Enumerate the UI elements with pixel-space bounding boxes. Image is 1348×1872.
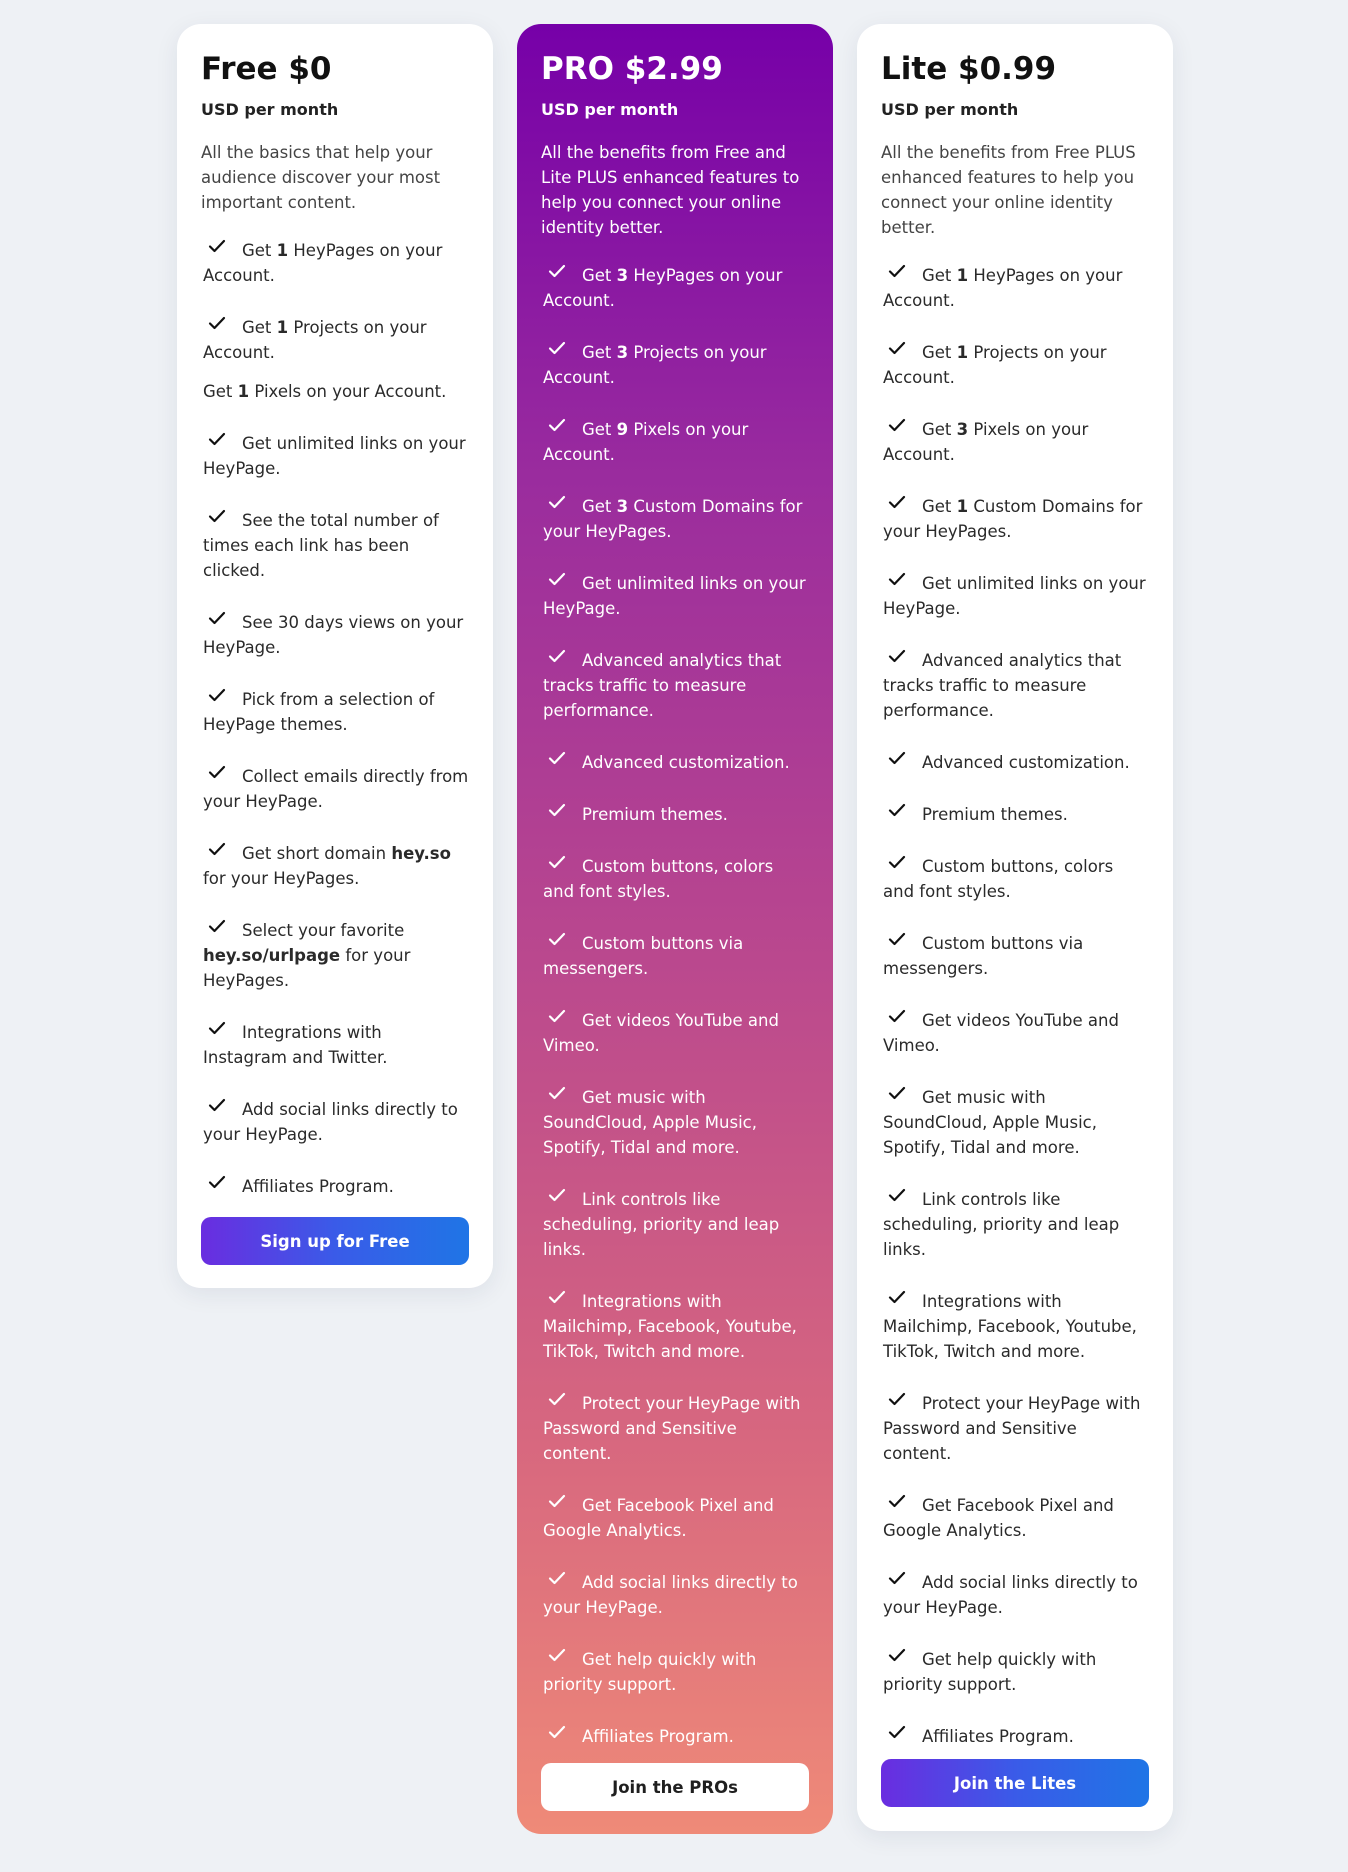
feature-item	[541, 802, 809, 827]
check-icon	[548, 264, 566, 278]
feature-item	[201, 1174, 469, 1199]
feature-text: Custom buttons via messengers.	[543, 934, 744, 978]
feature-text: Get Facebook Pixel and Google Analytics.	[543, 1496, 774, 1540]
feature-item	[541, 340, 809, 390]
check-icon	[888, 341, 906, 355]
feature-text: Protect your HeyPage with Password and Sensitive content.	[883, 1394, 1141, 1463]
feature-text: See 30 days views on your HeyPage.	[203, 613, 464, 657]
check-icon	[548, 932, 566, 946]
check-icon	[548, 649, 566, 663]
feature-item	[541, 1391, 809, 1466]
plan-card-free	[177, 24, 493, 1288]
feature-item	[541, 263, 809, 313]
feature-item	[881, 648, 1149, 723]
feature-text: Custom buttons via messengers.	[883, 934, 1084, 978]
check-icon	[208, 842, 226, 856]
check-icon	[548, 341, 566, 355]
feature-item	[881, 340, 1149, 390]
feature-text: Get unlimited links on your HeyPage.	[883, 574, 1146, 618]
feature-item	[881, 750, 1149, 775]
feature-item	[201, 764, 469, 814]
feature-text-suffix: HeyPages on your Account.	[203, 241, 443, 285]
feature-item	[881, 494, 1149, 544]
feature-text: Affiliates Program.	[582, 1727, 734, 1746]
feature-text: Integrations with Instagram and Twitter.	[203, 1023, 388, 1067]
check-icon	[548, 1571, 566, 1585]
check-icon	[888, 1188, 906, 1202]
feature-text-suffix: Pixels on your Account.	[883, 420, 1089, 464]
check-icon	[208, 1098, 226, 1112]
feature-item	[881, 1008, 1149, 1058]
feature-highlight: 1	[956, 497, 969, 516]
feature-text: Get	[922, 420, 957, 439]
feature-highlight: hey.so	[391, 844, 451, 863]
check-icon	[888, 1392, 906, 1406]
feature-item	[881, 1085, 1149, 1160]
plan-card-pro	[517, 24, 833, 1834]
plan-billing-period: USD per month	[541, 100, 679, 119]
check-icon	[888, 855, 906, 869]
plan-description: All the benefits from Free PLUS enhanced features to help you connect your online identity better.	[881, 143, 1136, 237]
check-icon	[208, 688, 226, 702]
feature-item	[201, 918, 469, 993]
feature-text: Get	[582, 266, 617, 285]
check-icon	[208, 432, 226, 446]
check-icon	[888, 751, 906, 765]
plan-title: Lite $0.99	[881, 51, 1057, 87]
plan-billing-period: USD per month	[201, 100, 339, 119]
feature-highlight: 1	[956, 343, 969, 362]
check-icon	[548, 495, 566, 509]
plan-description: All the basics that help your audience discover your most important content.	[201, 143, 441, 212]
feature-item	[541, 417, 809, 467]
feature-text: Affiliates Program.	[922, 1727, 1074, 1746]
feature-text: Get unlimited links on your HeyPage.	[543, 574, 806, 618]
check-icon	[548, 572, 566, 586]
check-icon	[208, 1175, 226, 1189]
plan-title: PRO $2.99	[541, 51, 723, 87]
check-icon	[208, 239, 226, 253]
feature-item	[881, 1647, 1149, 1697]
feature-text: Premium themes.	[582, 805, 728, 824]
check-icon	[888, 1725, 906, 1739]
feature-highlight: 1	[276, 241, 289, 260]
check-icon	[548, 1494, 566, 1508]
check-icon	[548, 418, 566, 432]
feature-text: Custom buttons, colors and font styles.	[543, 857, 774, 901]
feature-text: Pick from a selection of HeyPage themes.	[203, 690, 435, 734]
feature-item	[541, 648, 809, 723]
feature-text: Get music with SoundCloud, Apple Music, Spotify, Tidal and more.	[883, 1088, 1097, 1157]
feature-item	[541, 1085, 809, 1160]
check-icon	[888, 572, 906, 586]
feature-highlight: 3	[616, 343, 629, 362]
feature-item	[881, 1724, 1149, 1749]
feature-item	[541, 494, 809, 544]
check-icon	[888, 649, 906, 663]
feature-text: Get	[582, 343, 617, 362]
feature-text-suffix: HeyPages on your Account.	[543, 266, 783, 310]
check-icon	[888, 1290, 906, 1304]
check-icon	[548, 1725, 566, 1739]
feature-text: Add social links directly to your HeyPage.	[543, 1573, 798, 1617]
feature-item	[201, 508, 469, 583]
feature-item	[881, 1493, 1149, 1543]
feature-text: Get videos YouTube and Vimeo.	[543, 1011, 779, 1055]
feature-highlight: 3	[616, 497, 629, 516]
check-icon	[208, 1021, 226, 1035]
feature-item	[881, 571, 1149, 621]
feature-item	[881, 417, 1149, 467]
check-icon	[888, 418, 906, 432]
check-icon	[548, 1009, 566, 1023]
feature-text: Add social links directly to your HeyPage.	[883, 1573, 1138, 1617]
feature-item	[881, 854, 1149, 904]
sign-up-free-button[interactable]: Sign up for Free	[201, 1217, 469, 1265]
feature-item	[541, 854, 809, 904]
check-icon	[208, 765, 226, 779]
feature-item	[201, 841, 469, 891]
check-icon	[548, 855, 566, 869]
feature-item	[201, 610, 469, 660]
feature-text-suffix: for your HeyPages.	[203, 946, 411, 990]
feature-text: Integrations with Mailchimp, Facebook, Youtube, TikTok, Twitch and more.	[883, 1292, 1137, 1361]
plan-billing-period: USD per month	[881, 100, 1019, 119]
feature-text: Get	[582, 497, 617, 516]
check-icon	[888, 1494, 906, 1508]
feature-text: Get help quickly with priority support.	[543, 1650, 757, 1694]
check-icon	[208, 316, 226, 330]
join-lite-button[interactable]: Join the Lites	[881, 1759, 1149, 1807]
feature-text: Get	[922, 266, 957, 285]
feature-highlight: 3	[616, 266, 629, 285]
feature-item	[881, 1289, 1149, 1364]
feature-list	[541, 263, 809, 1749]
check-icon	[548, 1392, 566, 1406]
feature-text: Get unlimited links on your HeyPage.	[203, 434, 466, 478]
feature-item	[881, 1570, 1149, 1620]
plan-description: All the benefits from Free and Lite PLUS enhanced features to help you connect your online identity better.	[541, 143, 800, 237]
feature-item	[201, 379, 469, 404]
feature-highlight: 1	[276, 318, 289, 337]
feature-item	[541, 1724, 809, 1749]
feature-text: Get	[582, 420, 617, 439]
feature-item	[881, 263, 1149, 313]
feature-text: Protect your HeyPage with Password and Sensitive content.	[543, 1394, 801, 1463]
check-icon	[888, 1571, 906, 1585]
feature-text: Get	[922, 343, 957, 362]
check-icon	[888, 1009, 906, 1023]
check-icon	[548, 1648, 566, 1662]
feature-item	[541, 1187, 809, 1262]
plan-card-lite	[857, 24, 1173, 1831]
feature-text: Get Facebook Pixel and Google Analytics.	[883, 1496, 1114, 1540]
feature-item	[541, 750, 809, 775]
feature-text: Integrations with Mailchimp, Facebook, Youtube, TikTok, Twitch and more.	[543, 1292, 797, 1361]
check-icon	[888, 932, 906, 946]
feature-text: Get short domain	[242, 844, 392, 863]
feature-item	[541, 571, 809, 621]
check-icon	[548, 751, 566, 765]
feature-highlight: hey.so/urlpage	[203, 946, 341, 965]
feature-text-suffix: Custom Domains for your HeyPages.	[883, 497, 1143, 541]
feature-text-suffix: Pixels on your Account.	[543, 420, 749, 464]
feature-item	[201, 1097, 469, 1147]
feature-text: Premium themes.	[922, 805, 1068, 824]
feature-text-suffix: Custom Domains for your HeyPages.	[543, 497, 803, 541]
feature-list	[881, 263, 1149, 1749]
feature-text: Custom buttons, colors and font styles.	[883, 857, 1114, 901]
feature-item	[881, 802, 1149, 827]
feature-text: Link controls like scheduling, priority and leap links.	[883, 1190, 1120, 1259]
feature-highlight: 3	[956, 420, 969, 439]
feature-item	[541, 1493, 809, 1543]
check-icon	[888, 1648, 906, 1662]
feature-item	[541, 1570, 809, 1620]
check-icon	[548, 803, 566, 817]
feature-item	[541, 931, 809, 981]
check-icon	[548, 1086, 566, 1100]
feature-text: Get	[242, 318, 277, 337]
feature-text: Advanced analytics that tracks traffic to measure performance.	[883, 651, 1122, 720]
check-icon	[208, 919, 226, 933]
feature-text: Get videos YouTube and Vimeo.	[883, 1011, 1119, 1055]
feature-highlight: 1	[237, 382, 250, 401]
feature-item	[541, 1289, 809, 1364]
feature-text: Get	[203, 382, 238, 401]
check-icon	[208, 611, 226, 625]
feature-item	[201, 238, 469, 288]
feature-item	[201, 431, 469, 481]
feature-text: See the total number of times each link has been clicked.	[203, 511, 439, 580]
feature-item	[881, 931, 1149, 981]
feature-highlight: 1	[956, 266, 969, 285]
feature-text: Add social links directly to your HeyPage.	[203, 1100, 458, 1144]
join-pro-button[interactable]: Join the PROs	[541, 1763, 809, 1811]
feature-item	[881, 1187, 1149, 1262]
feature-item	[541, 1647, 809, 1697]
feature-item	[541, 1008, 809, 1058]
feature-text-suffix: Projects on your Account.	[203, 318, 427, 362]
check-icon	[888, 803, 906, 817]
feature-text: Get help quickly with priority support.	[883, 1650, 1097, 1694]
feature-text-suffix: Projects on your Account.	[883, 343, 1107, 387]
feature-text-suffix: Projects on your Account.	[543, 343, 767, 387]
feature-item	[201, 1020, 469, 1070]
feature-item	[201, 315, 469, 365]
feature-highlight: 9	[616, 420, 629, 439]
feature-text: Advanced customization.	[922, 753, 1130, 772]
feature-text-suffix: for your HeyPages.	[203, 869, 360, 888]
plan-title: Free $0	[201, 51, 332, 87]
feature-text: Advanced analytics that tracks traffic to measure performance.	[543, 651, 782, 720]
feature-text: Get music with SoundCloud, Apple Music, Spotify, Tidal and more.	[543, 1088, 757, 1157]
feature-list	[201, 238, 469, 1199]
check-icon	[548, 1188, 566, 1202]
feature-text: Select your favorite	[242, 921, 405, 940]
check-icon	[888, 495, 906, 509]
feature-item	[881, 1391, 1149, 1466]
feature-text-suffix: Pixels on your Account.	[249, 382, 447, 401]
check-icon	[888, 1086, 906, 1100]
feature-text: Get	[922, 497, 957, 516]
feature-text: Collect emails directly from your HeyPage.	[203, 767, 469, 811]
feature-text: Link controls like scheduling, priority and leap links.	[543, 1190, 780, 1259]
check-icon	[208, 509, 226, 523]
feature-text: Advanced customization.	[582, 753, 790, 772]
feature-text: Get	[242, 241, 277, 260]
feature-text: Affiliates Program.	[242, 1177, 394, 1196]
check-icon	[548, 1290, 566, 1304]
check-icon	[888, 264, 906, 278]
feature-text-suffix: HeyPages on your Account.	[883, 266, 1123, 310]
feature-item	[201, 687, 469, 737]
